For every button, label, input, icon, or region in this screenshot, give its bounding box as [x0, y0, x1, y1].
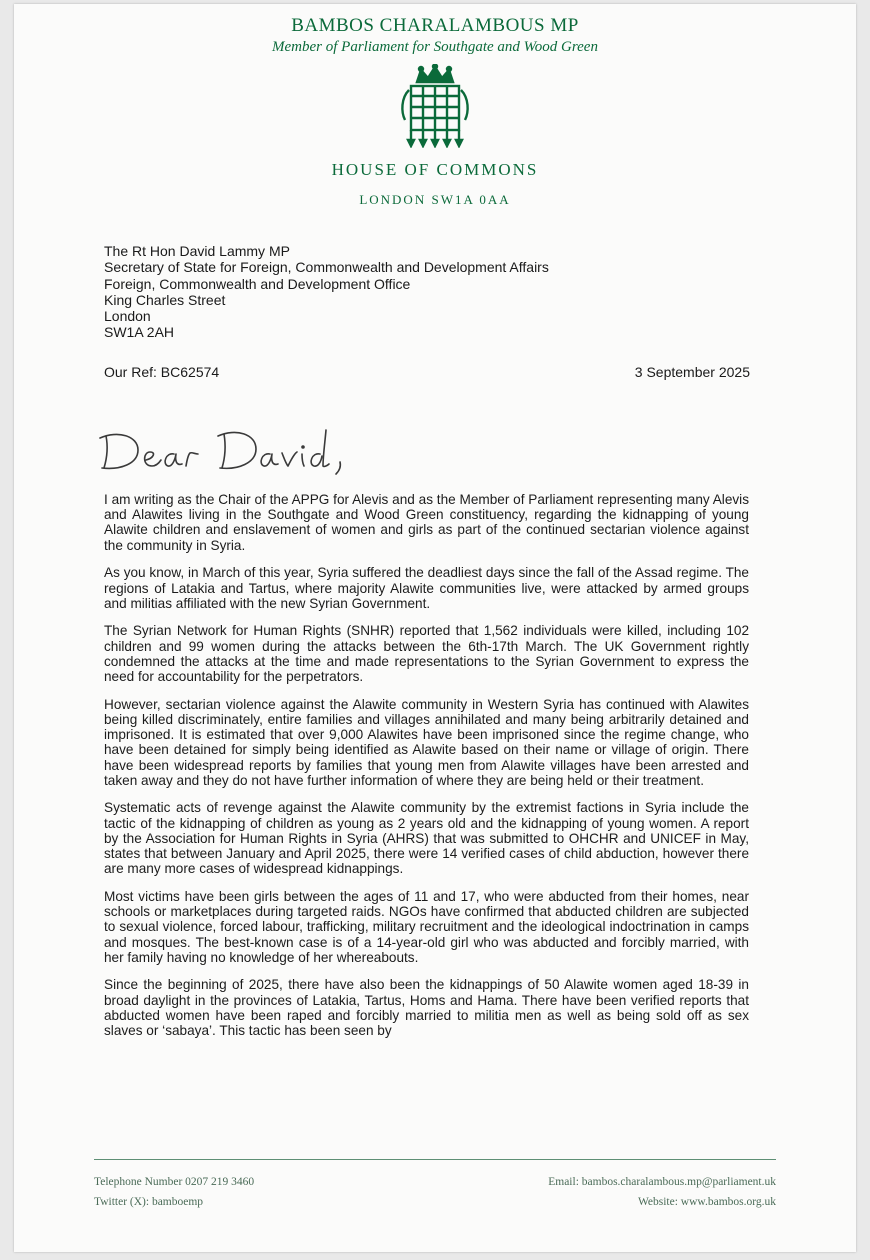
mp-role: Member of Parliament for Southgate and Wood Green	[272, 39, 598, 55]
footer-twitter: Twitter (X): bamboemp	[94, 1196, 204, 1208]
reference: Our Ref: BC62574	[104, 364, 220, 380]
recipient-line: The Rt Hon David Lammy MP	[104, 243, 290, 259]
footer-contact-left	[94, 1172, 254, 1212]
footer-website: Website: www.bambos.org.uk	[637, 1196, 776, 1208]
footer-phone: Telephone Number 0207 219 3460	[94, 1176, 255, 1188]
letter-body	[104, 492, 749, 1051]
letter-date: 3 September 2025	[634, 364, 750, 380]
mp-name: BAMBOS CHARALAMBOUS MP	[291, 15, 579, 36]
footer-contact-right	[548, 1172, 776, 1212]
body-paragraph: I am writing as the Chair of the APPG for Alevis and as the Member of Parliament representing many Alevis and Alawites living in the Southgate and Wood Green constituency, regarding the kidnapping of young Alawite children and enslavement of women and girls as part of the continued sectarian violence against the community in Syria.	[104, 492, 749, 553]
house-of-commons-heading: HOUSE OF COMMONS	[331, 160, 539, 179]
body-paragraph: The Syrian Network for Human Rights (SNHR) reported that 1,562 individuals were killed, including 102 children and 99 women during the attacks between the 6th-17th March. The UK Government rightly condemned the attacks at the time and made representations to the Syrian Government to express the need for accountability for the perpetrators.	[104, 623, 749, 685]
recipient-line: Secretary of State for Foreign, Commonwealth and Development Affairs	[104, 259, 549, 276]
footer-divider	[94, 1159, 776, 1160]
house-address: LONDON SW1A 0AA	[359, 192, 511, 207]
body-paragraph: However, sectarian violence against the Alawite community in Western Syria has continued with Alawites being killed discriminately, entire families and villages annihilated and many being arbitrarily detained and imprisoned. It is estimated that over 9,000 Alawites have been imprisoned since the regime change, who have been detained for simply being identified as Alawite based on their name or village of origin. There have been widespread reports by families that young men from Alawite villages have been arrested and taken away and they do not have further information of where they are being held or their treatment.	[104, 696, 749, 788]
letter-page	[14, 4, 856, 1252]
recipient-line: SW1A 2AH	[104, 324, 175, 341]
body-paragraph: As you know, in March of this year, Syria suffered the deadliest days since the fall of the Assad regime. The regions of Latakia and Tartus, where majority Alawite communities live, were attacked by armed groups and militias affiliated with the new Syrian Government.	[104, 565, 749, 611]
recipient-line: Foreign, Commonwealth and Development Office	[104, 275, 411, 292]
portcullis-icon	[395, 64, 475, 148]
recipient-line: King Charles Street	[104, 291, 226, 308]
body-paragraph: Systematic acts of revenge against the Alawite community by the extremist factions in Syria include the tactic of the kidnapping of children as young as 2 years old and the kidnapping of young women. A report by the Association for Human Rights in Syria (AHRS) that was submitted to OHCHR and UNICEF in May, states that between January and April 2025, there were 14 verified cases of child abduction, however there are many more cases of widespread kidnappings.	[104, 800, 749, 877]
body-paragraph: Since the beginning of 2025, there have also been the kidnappings of 50 Alawite women aged 18-39 in broad daylight in the provinces of Latakia, Tartus, Homs and Hama. There have been verified reports that abducted women have been raped and forcibly married to militia men as well as being sold off as sex slaves or ‘sabaya’. This tactic has been seen by	[104, 977, 749, 1039]
footer-email: Email: bambos.charalambous.mp@parliament.uk	[548, 1176, 776, 1188]
recipient-address	[104, 243, 549, 341]
body-paragraph: Most victims have been girls between the ages of 11 and 17, who were abducted from their homes, near schools or marketplaces during targeted raids. NGOs have confirmed that abducted children are subjected to sexual violence, forced labour, trafficking, military recruitment and the ideological indoctrination in camps and mosques. The best-known case is of a 14-year-old girl who was abducted and forcibly married, with her family having no knowledge of her whereabouts.	[104, 888, 749, 965]
letterhead	[14, 14, 856, 208]
recipient-line: London	[104, 308, 151, 325]
handwritten-salutation	[94, 422, 354, 482]
